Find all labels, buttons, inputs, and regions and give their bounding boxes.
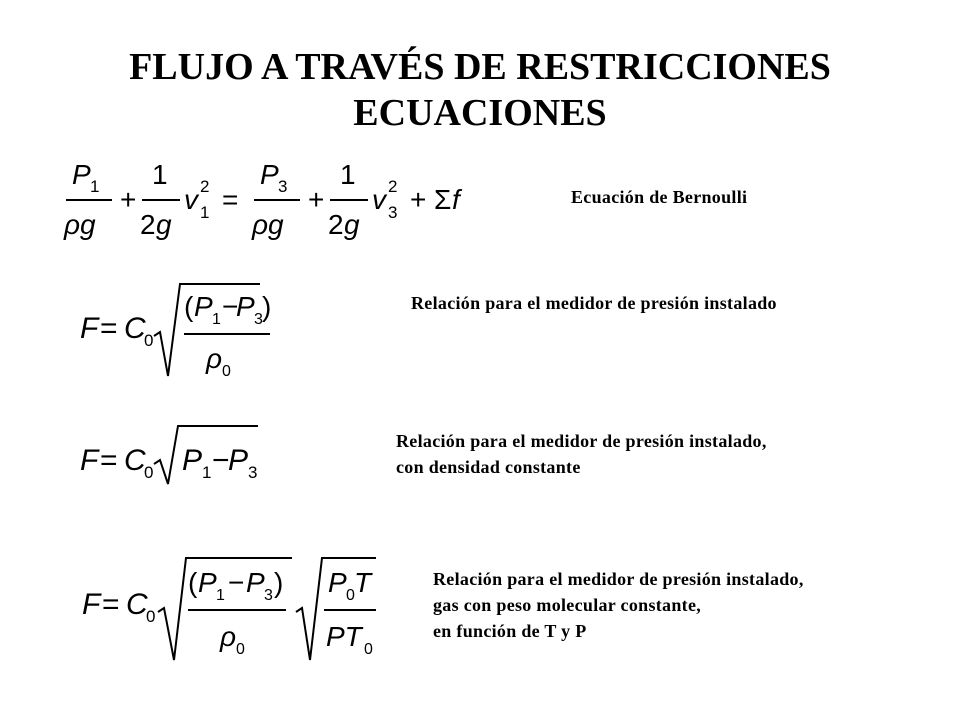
bernoulli-equation	[60, 150, 480, 245]
svg-text:ρg: ρg	[252, 209, 284, 240]
svg-text:0: 0	[236, 641, 245, 658]
svg-text:1: 1	[152, 159, 168, 190]
svg-text:F: F	[80, 312, 99, 345]
svg-text:3: 3	[248, 463, 258, 482]
label-line: con densidad constante	[396, 457, 581, 477]
meter-gas-equation	[80, 550, 380, 665]
svg-text:P: P	[72, 159, 91, 190]
svg-text:ρg: ρg	[64, 209, 96, 240]
svg-text:=: =	[100, 444, 118, 477]
svg-text:=: =	[102, 588, 120, 621]
svg-text:T: T	[354, 567, 372, 598]
svg-text:1: 1	[90, 177, 100, 196]
label-line: en función de T y P	[433, 621, 587, 641]
svg-text:(: (	[184, 291, 194, 322]
svg-text:Σ: Σ	[434, 184, 452, 215]
meter-constant-density-equation	[76, 420, 276, 490]
slide-title-line-1: FLUJO A TRAVÉS DE RESTRICCIONES	[129, 46, 831, 88]
bernoulli-label	[571, 184, 747, 210]
svg-text:=: =	[100, 312, 118, 345]
label-line: gas con peso molecular constante,	[433, 595, 702, 615]
svg-text:0: 0	[222, 363, 231, 380]
svg-text:P: P	[228, 444, 249, 477]
svg-text:1: 1	[216, 587, 225, 604]
label-line: Relación para el medidor de presión instalado	[411, 293, 777, 313]
slide-title	[0, 44, 960, 136]
svg-text:=: =	[222, 184, 239, 215]
svg-text:F: F	[80, 444, 99, 477]
svg-text:+: +	[120, 184, 137, 215]
svg-text:2: 2	[200, 177, 210, 196]
svg-text:1: 1	[200, 203, 210, 222]
svg-text:−: −	[212, 444, 230, 477]
svg-text:v: v	[184, 184, 198, 215]
svg-text:ρ: ρ	[220, 621, 237, 652]
svg-text:v: v	[372, 184, 386, 215]
svg-text:P: P	[246, 567, 265, 598]
svg-text:PT: PT	[326, 621, 362, 652]
svg-text:1: 1	[340, 159, 356, 190]
meter-installed-label	[411, 290, 777, 316]
svg-text:g: g	[344, 209, 360, 240]
svg-text:−: −	[228, 567, 245, 598]
svg-text:): )	[274, 567, 284, 598]
meter-constant-density-label	[396, 428, 767, 480]
svg-text:0: 0	[146, 607, 156, 626]
label-line: Relación para el medidor de presión instalado,	[433, 569, 804, 589]
label-line: Ecuación de Bernoulli	[571, 187, 748, 207]
svg-text:P: P	[182, 444, 203, 477]
svg-text:(: (	[188, 567, 198, 598]
svg-text:C: C	[126, 588, 148, 621]
meter-installed-equation	[76, 278, 276, 383]
svg-text:P: P	[236, 291, 255, 322]
svg-text:P: P	[260, 159, 279, 190]
label-line: Relación para el medidor de presión instalado,	[396, 431, 767, 451]
meter-gas-label	[433, 566, 804, 644]
svg-text:+: +	[308, 184, 325, 215]
svg-text:0: 0	[364, 641, 373, 658]
svg-text:+: +	[410, 184, 427, 215]
svg-text:P: P	[194, 291, 213, 322]
svg-text:3: 3	[254, 311, 263, 328]
svg-text:3: 3	[278, 177, 288, 196]
svg-text:P: P	[328, 567, 347, 598]
slide-title-line-2: ECUACIONES	[353, 92, 607, 134]
svg-text:2: 2	[140, 209, 156, 240]
svg-text:1: 1	[202, 463, 212, 482]
svg-text:): )	[262, 291, 272, 322]
svg-text:2: 2	[388, 177, 398, 196]
svg-text:C: C	[124, 444, 146, 477]
svg-text:1: 1	[212, 311, 221, 328]
svg-text:−: −	[222, 291, 239, 322]
svg-text:g: g	[156, 209, 172, 240]
svg-text:C: C	[124, 312, 146, 345]
svg-text:3: 3	[388, 203, 398, 222]
svg-text:0: 0	[346, 587, 355, 604]
svg-text:ρ: ρ	[206, 343, 223, 374]
svg-text:f: f	[452, 184, 460, 215]
svg-text:0: 0	[144, 463, 154, 482]
svg-text:F: F	[82, 588, 101, 621]
svg-text:P: P	[198, 567, 217, 598]
svg-text:3: 3	[264, 587, 273, 604]
svg-text:2: 2	[328, 209, 344, 240]
svg-text:0: 0	[144, 331, 154, 350]
